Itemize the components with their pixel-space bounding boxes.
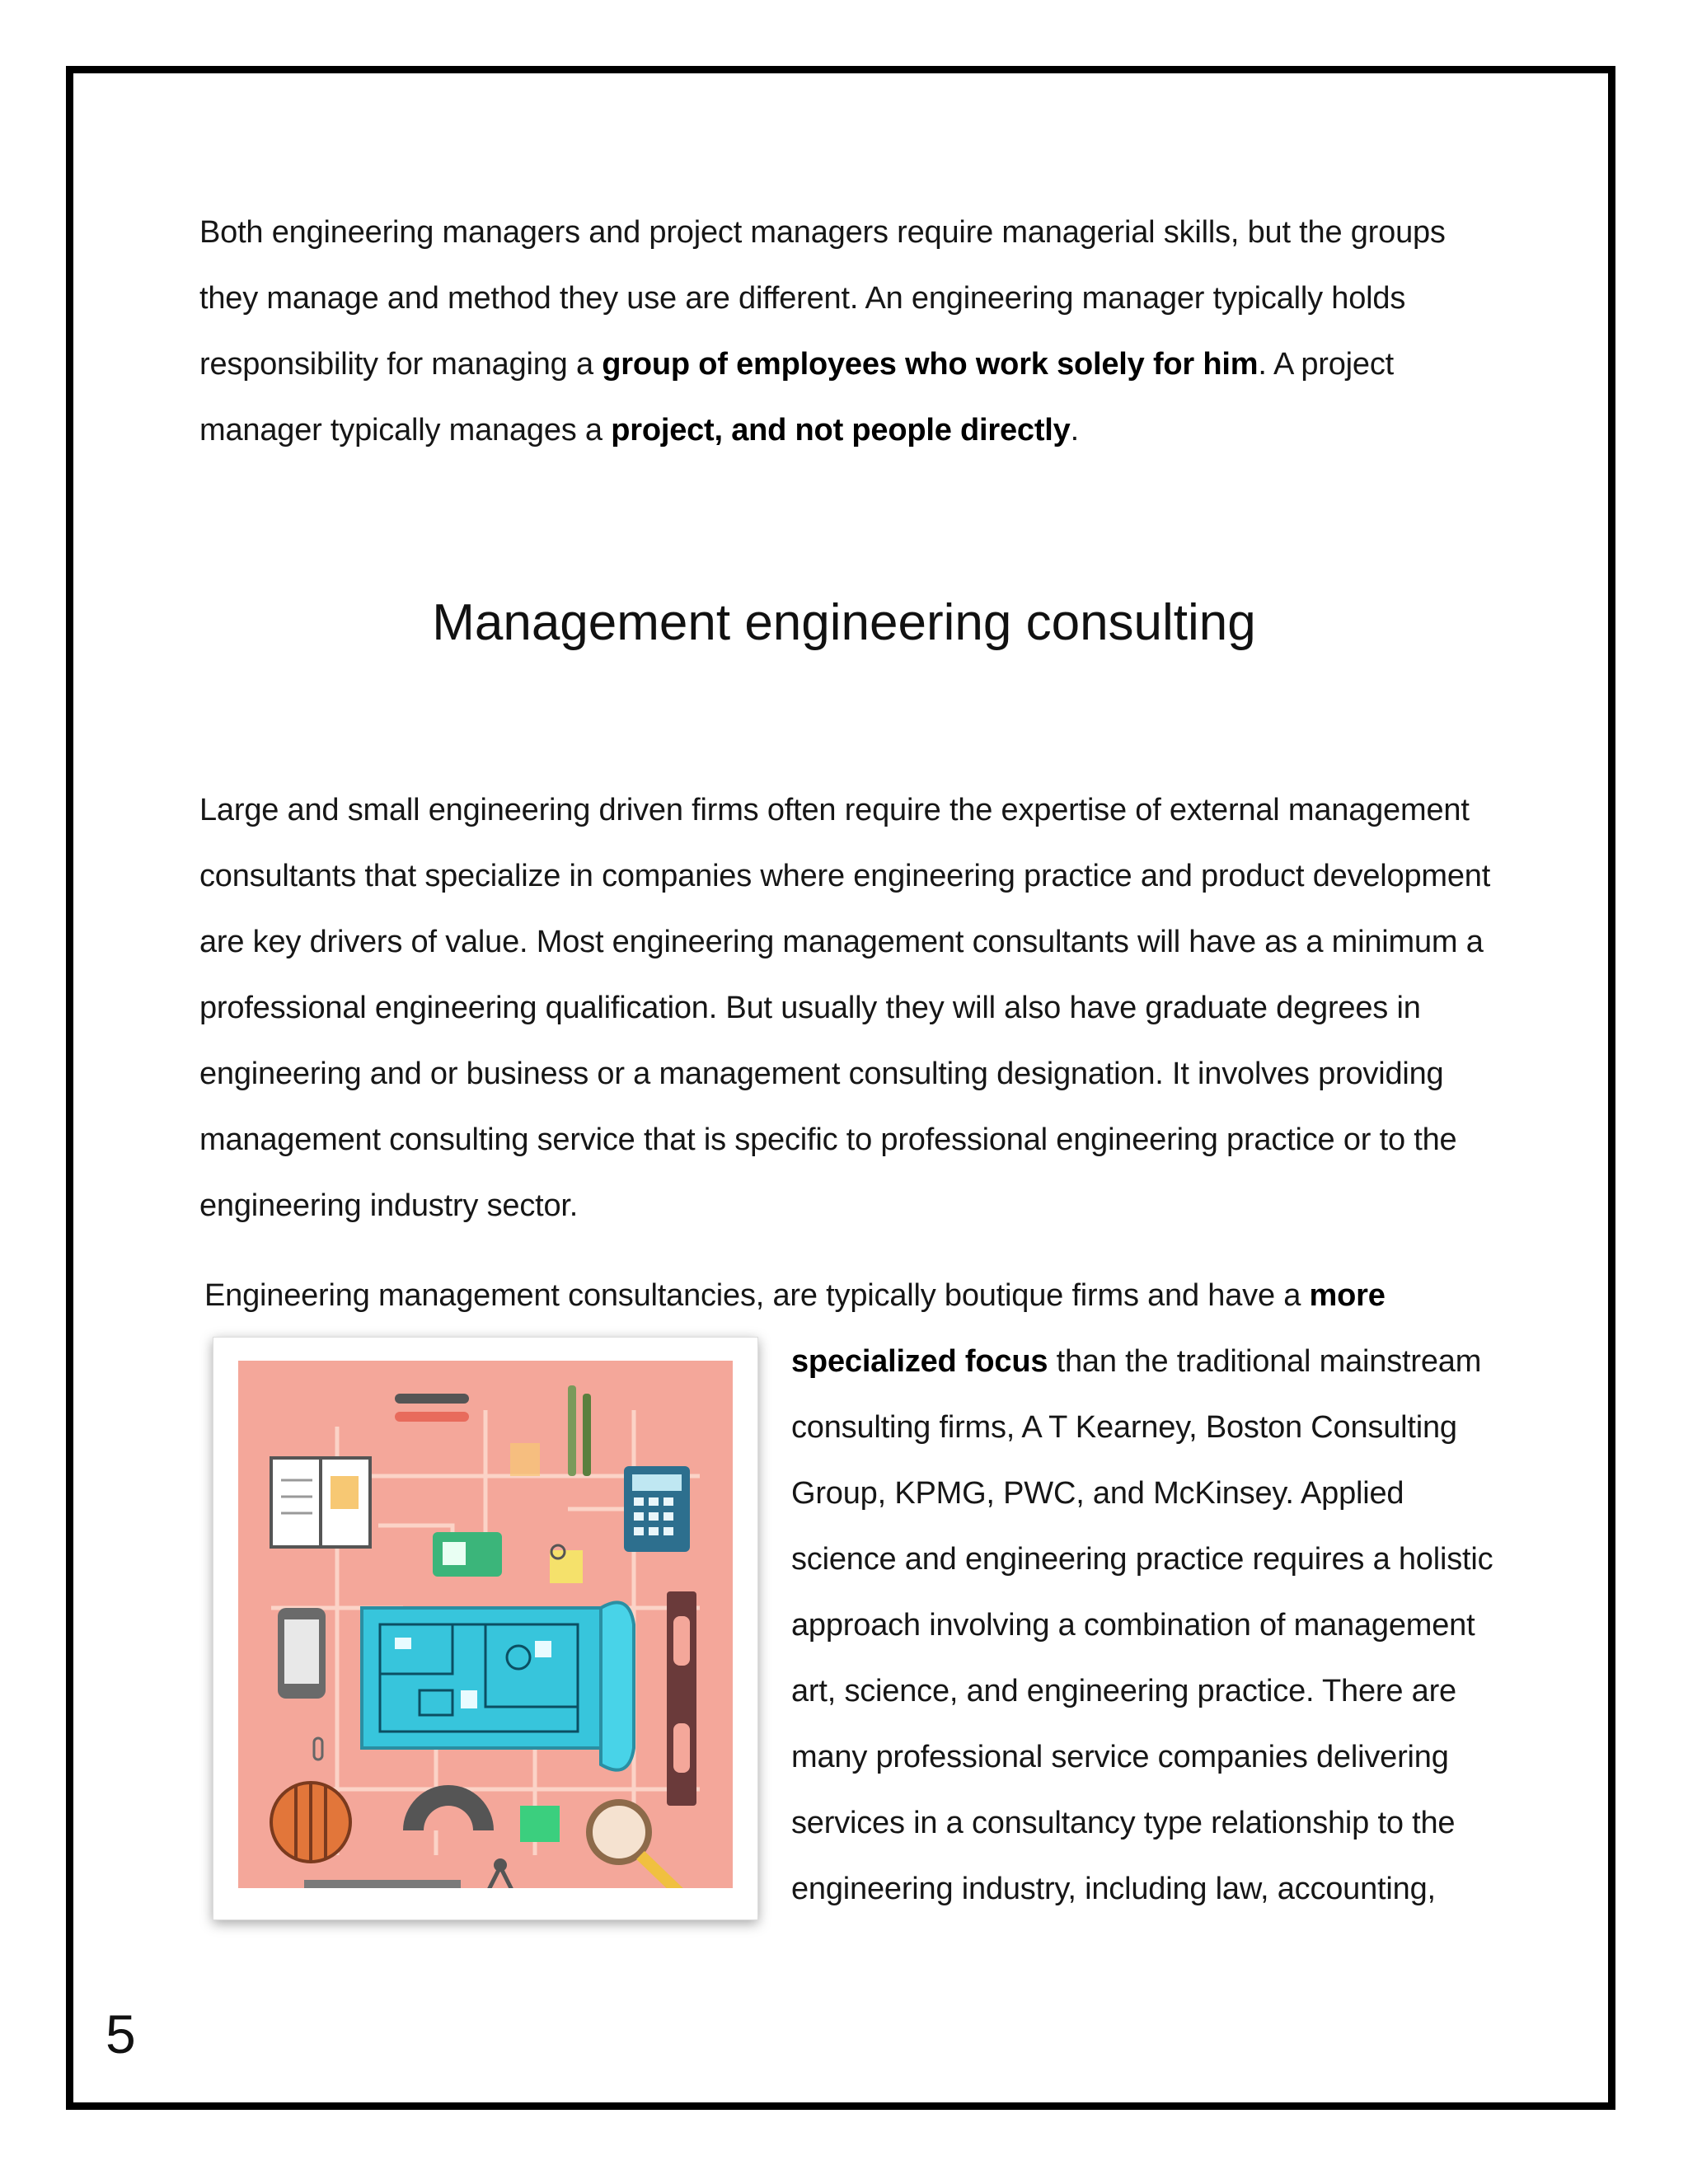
engineering-illustration	[213, 1337, 758, 1920]
paragraph-consultancies: Engineering management consultancies, are typically boutique firms and have a more	[204, 1278, 1386, 1313]
engineering-tools-icon	[238, 1361, 733, 1888]
paragraph-consulting: Large and small engineering driven firms often require the expertise of external management consultants that specialize in companies where engineering practice and product development are key drivers of value. Most engineering management consultants will have as a minimum a professional engineering qualification. But usually they will also have graduate degrees in engineering and or business or a management consulting designation. It involves providing management consulting service that is specific to professional engineering practice or to the engineering industry sector.	[199, 793, 1491, 1223]
page-number: 5	[106, 2004, 136, 2064]
section-heading: Management engineering consulting	[432, 594, 1256, 651]
paragraph-specialized-focus: specialized focus than the traditional mainstream consulting firms, A T Kearney, Boston Consulting Group, KPMG, PWC, and McKinsey. Applied science and engineering practice requires a holistic approach involving a combination of management art, science, and engineering practice. There are many professional service companies delivering services in a consultancy type relationship to the engineering industry, including law, accounting,	[791, 1344, 1493, 1906]
paragraph-managers: Both engineering managers and project managers require managerial skills, but the groups they manage and method they use are different. An engineering manager typically holds responsibility for managing a group of employees who work solely for him. A project manager typically manages a project, and not people directly.	[199, 215, 1446, 448]
